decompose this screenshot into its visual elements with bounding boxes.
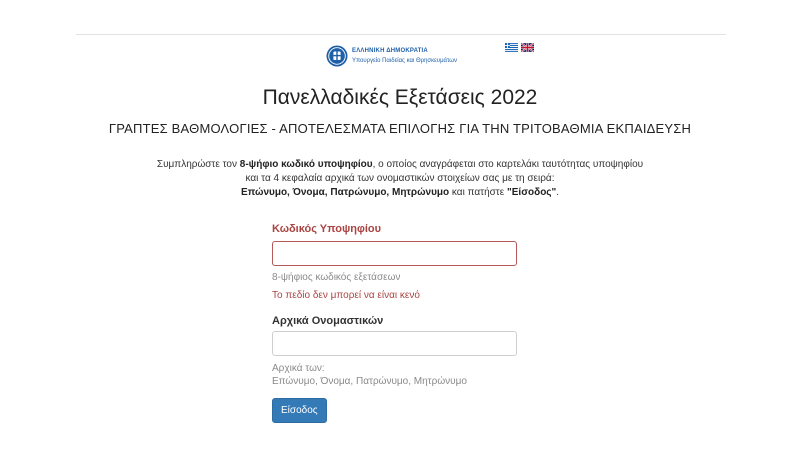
submit-button[interactable]: Είσοδος — [272, 398, 327, 423]
initials-help-order: Επώνυμο, Όνομα, Πατρώνυμο, Μητρώνυμο — [272, 376, 467, 387]
instructions-part: και πατήστε — [449, 187, 507, 198]
logo-subtitle: Υπουργείο Παιδείας και Θρησκευμάτων — [352, 58, 457, 64]
candidate-code-label: Κωδικός Υποψηφίου — [272, 223, 382, 235]
candidate-code-help: 8-ψήφιος κωδικός εξετάσεων — [272, 272, 401, 283]
initials-input[interactable] — [272, 331, 517, 356]
header-divider — [76, 34, 726, 35]
instructions-part: . — [556, 187, 560, 198]
instructions-bold-code: 8-ψήφιο κωδικό υποψηφίου — [239, 159, 373, 170]
logo-title: ΕΛΛΗΝΙΚΗ ΔΗΜΟΚΡΑΤΙΑ — [352, 48, 428, 54]
initials-help-title: Αρχικά των: — [272, 363, 325, 374]
candidate-code-error: Το πεδίο δεν μπορεί να είναι κενό — [272, 290, 420, 301]
instructions-part: Συμπληρώστε τον — [156, 159, 240, 170]
greek-flag-icon[interactable] — [505, 43, 518, 52]
page-title: Πανελλαδικές Εξετάσεις 2022 — [262, 86, 538, 109]
uk-flag-icon[interactable] — [521, 43, 534, 52]
candidate-code-input[interactable] — [272, 241, 517, 266]
instructions-part: , ο οποίος αναγράφεται στο καρτελάκι ταυτότητας υποψηφίου και τα 4 κεφαλαία αρχικά των ονομαστικών στοιχείων σας με τη σειρά: — [245, 159, 644, 184]
login-form — [272, 223, 522, 423]
instructions-bold-names: Επώνυμο, Όνομα, Πατρώνυμο, Μητρώνυμο — [240, 187, 450, 198]
greek-emblem-icon — [326, 45, 348, 67]
instructions-bold-button: "Είσοδος" — [507, 187, 557, 198]
ministry-logo — [326, 45, 457, 67]
page-subtitle: ΓΡΑΠΤΕΣ ΒΑΘΜΟΛΟΓΙΕΣ - ΑΠΟΤΕΛΕΣΜΑΤΑ ΕΠΙΛΟΓΗΣ ΓΙΑ ΤΗΝ ΤΡΙΤΟΒΑΘΜΙΑ ΕΚΠΑΙΔΕΥΣΗ — [108, 121, 692, 136]
instructions-text — [150, 158, 650, 200]
language-switcher — [505, 43, 534, 52]
initials-label: Αρχικά Ονομαστικών — [272, 315, 384, 327]
